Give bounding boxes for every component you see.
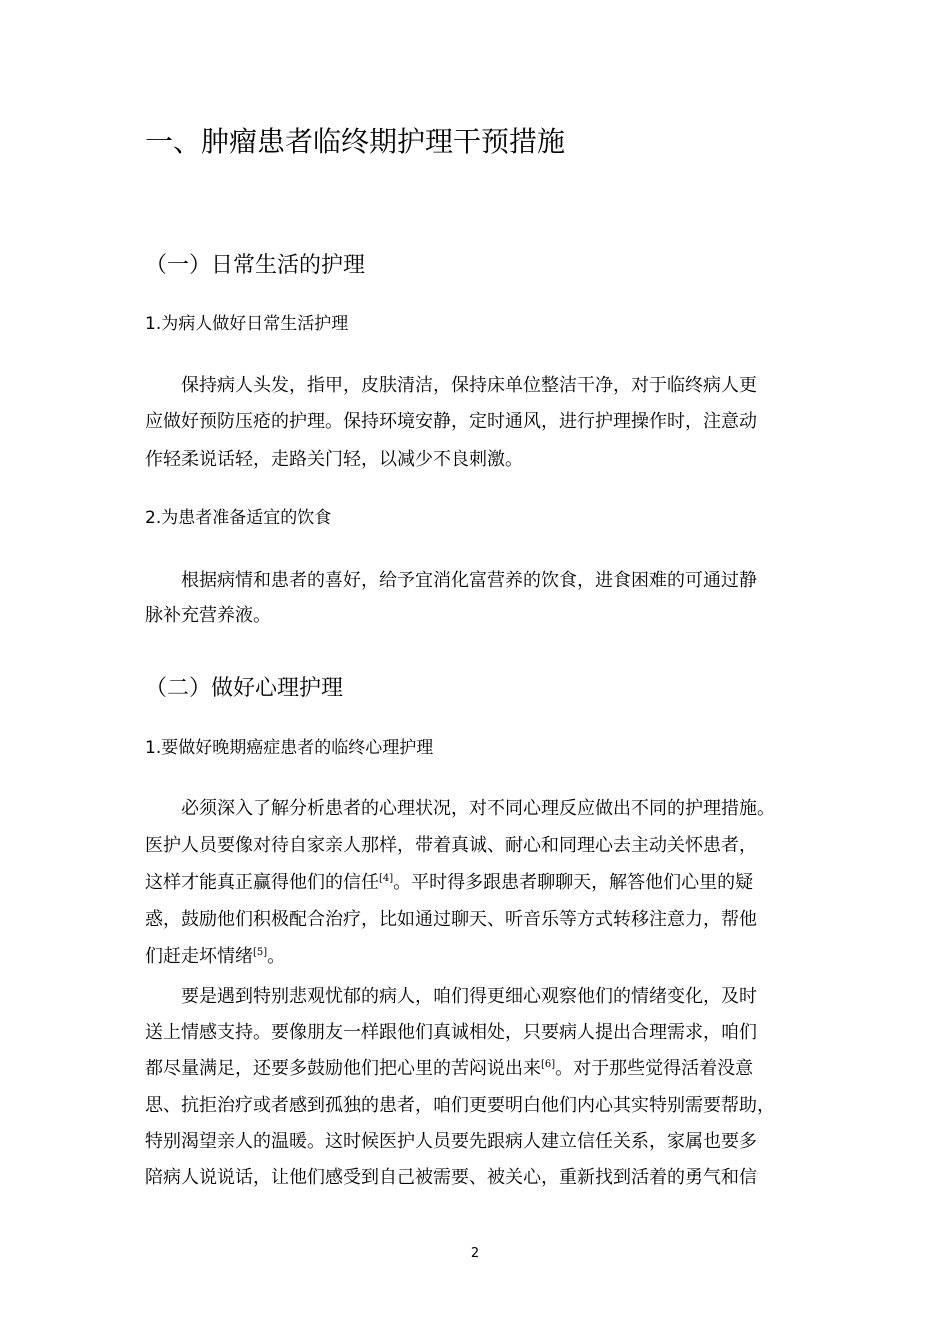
paragraph-line: 保持病人头发，指甲，皮肤清洁，保持床单位整洁干净，对于临终病人更: [181, 375, 757, 396]
page-title: 一、肿瘤患者临终期护理干预措施: [145, 125, 566, 158]
paragraph-line: 脉补充营养液。: [145, 605, 271, 626]
paragraph-text: 们赶走坏情绪: [145, 946, 253, 967]
citation-ref: [4]: [379, 873, 394, 884]
paragraph-line: 陪病人说说话，让他们感受到自己被需要、被关心，重新找到活着的勇气和信: [145, 1167, 757, 1188]
paragraph-line: 必须深入了解分析患者的心理状况，对不同心理反应做出不同的护理措施。: [181, 798, 775, 819]
subheading-psych-care: 1.要做好晚期癌症患者的临终心理护理: [145, 738, 434, 758]
paragraph-line: [145, 870, 753, 896]
paragraph-text: 。对于那些觉得活着没意: [555, 1058, 754, 1079]
paragraph-text: 都尽量满足，还要多鼓励他们把心里的苦闷说出来: [145, 1058, 541, 1079]
section-heading-daily-care: （一）日常生活的护理: [145, 253, 366, 278]
paragraph-text: 这样才能真正赢得他们的信任: [145, 872, 379, 893]
paragraph-text: 。: [267, 946, 286, 967]
citation-ref: [6]: [541, 1059, 556, 1070]
paragraph-text: 。平时得多跟患者聊聊天，解答他们心里的疑: [393, 872, 754, 893]
page-number: 2: [470, 1246, 480, 1261]
paragraph-line: 医护人员要像对待自家亲人那样，带着真诚、耐心和同理心去主动关怀患者，: [145, 835, 757, 856]
subheading-daily-care: 1.为病人做好日常生活护理: [145, 314, 349, 334]
paragraph-line: [145, 944, 285, 970]
section-heading-psych-care: （二）做好心理护理: [145, 676, 344, 701]
paragraph-line: 思、抗拒治疗或者感到孤独的患者，咱们更要明白他们内心其实特别需要帮助，: [145, 1095, 775, 1116]
paragraph-line: 送上情感支持。要像朋友一样跟他们真诚相处，只要病人提出合理需求，咱们: [145, 1022, 757, 1043]
paragraph-line: 应做好预防压疮的护理。保持环境安静，定时通风，进行护理操作时，注意动: [145, 411, 757, 432]
paragraph-line: 作轻柔说话轻，走路关门轻，以减少不良刺激。: [145, 449, 523, 470]
citation-ref: [5]: [253, 947, 268, 958]
paragraph-line: 根据病情和患者的喜好，给予宜消化富营养的饮食，进食困难的可通过静: [181, 570, 757, 591]
paragraph-line: 要是遇到特别悲观忧郁的病人，咱们得更细心观察他们的情绪变化，及时: [181, 986, 757, 1007]
paragraph-line: 惑，鼓励他们积极配合治疗，比如通过聊天、听音乐等方式转移注意力，帮他: [145, 909, 757, 930]
paragraph-line: 特别渴望亲人的温暖。这时候医护人员要先跟病人建立信任关系，家属也要多: [145, 1131, 757, 1152]
subheading-diet: 2.为患者准备适宜的饮食: [145, 508, 332, 528]
paragraph-line: [145, 1056, 753, 1082]
